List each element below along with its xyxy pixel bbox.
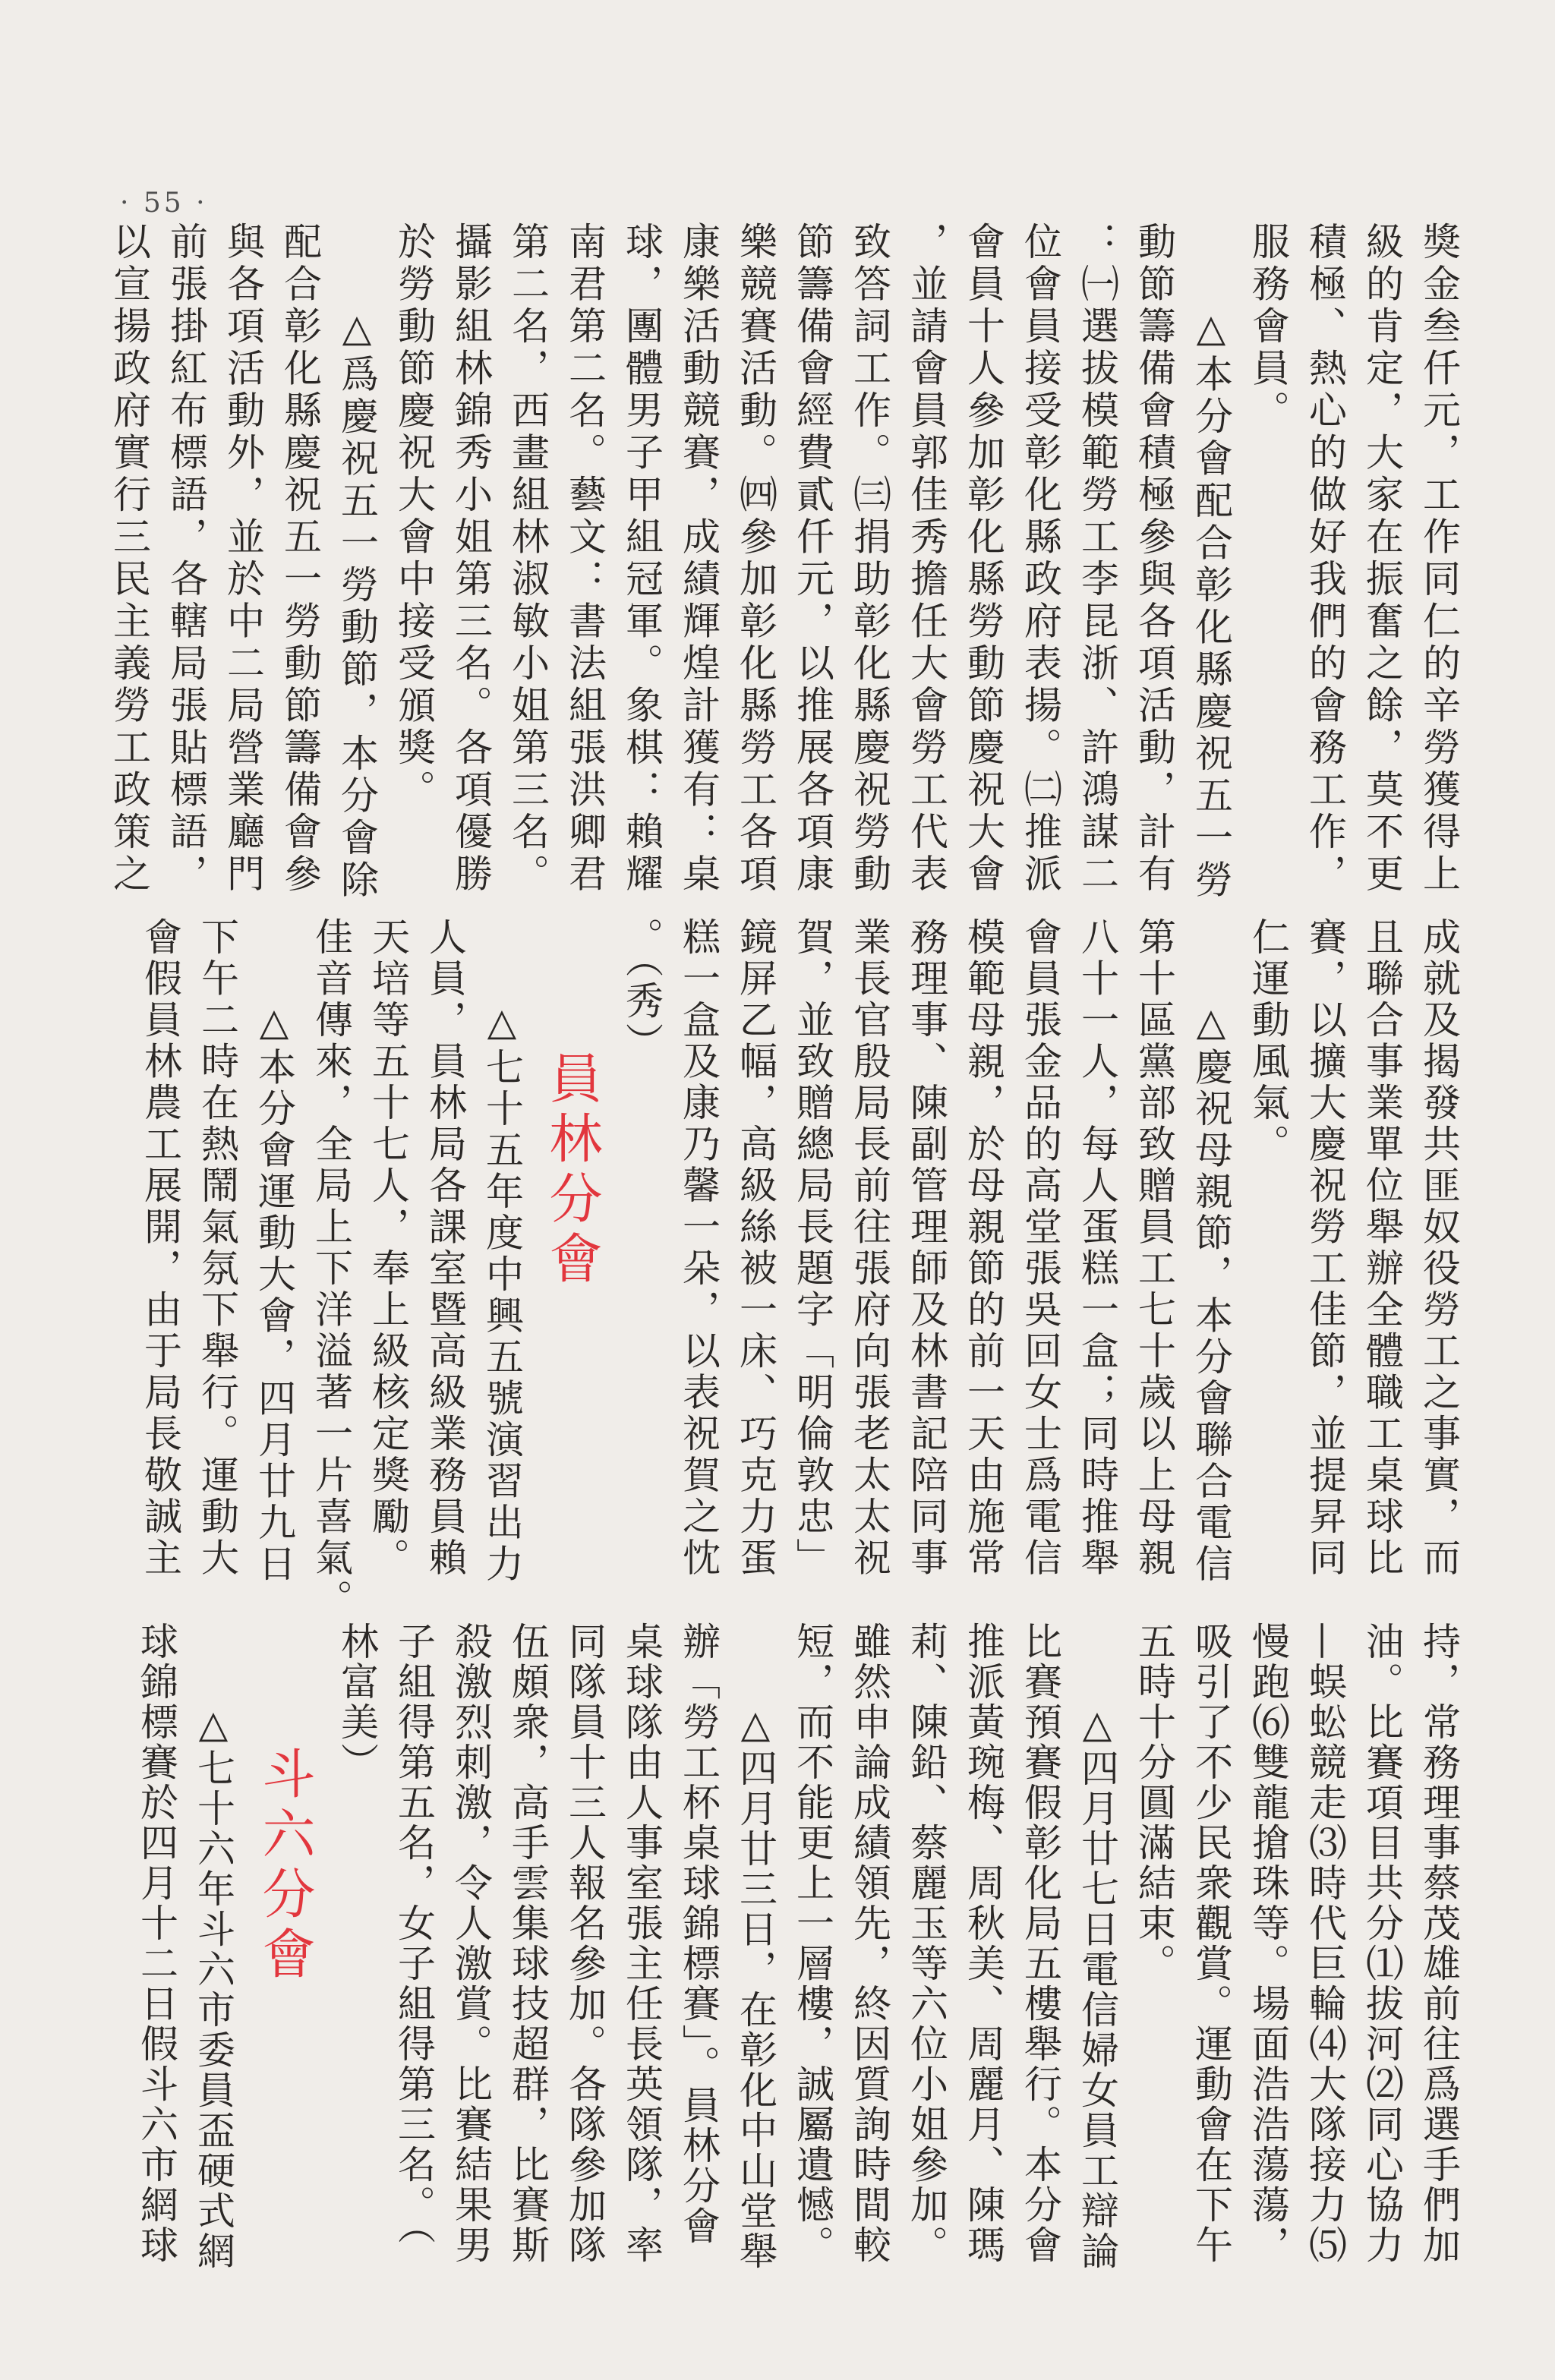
text-column: 八十一人，每人蛋糕一盒；同時推舉: [1075, 917, 1119, 1579]
text-column: 五時十分圓滿結束。: [1132, 1622, 1176, 1984]
text-column: 模範母親，於母親節的前一天由施常: [961, 917, 1005, 1579]
text-column: 人員，員林局各課室暨高級業務員賴: [423, 917, 467, 1579]
text-column: 服務會員。: [1246, 222, 1290, 433]
text-column: —蜈蚣競走⑶時代巨輪⑷大隊接力⑸: [1303, 1622, 1347, 2265]
text-column: 康樂活動競賽，成績輝煌計獲有：桌: [677, 222, 721, 896]
text-column: 會員十人參加彰化縣勞動節慶祝大會: [961, 222, 1005, 896]
text-column-group: [100, 222, 1467, 905]
text-column: 與各項活動外，並於中二局營業廳門: [221, 222, 265, 896]
text-column: ：㈠選拔模範勞工李昆浙、許鴻謀二: [1075, 222, 1119, 896]
text-column: 配合彰化縣慶祝五一勞動節籌備會參: [278, 222, 322, 896]
text-column: 雖然申論成績領先，終因質詢時間較: [847, 1622, 891, 2265]
text-column: 賽，以擴大慶祝勞工佳節，並提昇同: [1303, 917, 1347, 1579]
text-column: 下午二時在熱鬧氣氛下舉行。運動大: [195, 917, 239, 1579]
text-column-group: [613, 917, 1467, 1585]
text-column: 殺激烈刺激，令人激賞。比賽結果男: [449, 1622, 493, 2265]
text-column: 業長官殷局長前往張府向張老太太祝: [847, 917, 891, 1579]
page-number: · 55 ·: [120, 188, 208, 219]
section-heading-yuanlin-branch: 員林分會: [541, 1051, 603, 1291]
text-column: 球錦標賽於四月十二日假斗六市網球: [134, 1622, 178, 2265]
text-column: △四月廿七日電信婦女員工辯論: [1075, 1702, 1119, 2271]
text-column: 節籌備會經費貳仟元，以推展各項康: [790, 222, 834, 896]
text-column: 吸引了不少民衆觀賞。運動會在下午: [1189, 1622, 1233, 2265]
text-column: 成就及揭發共匪奴役勞工之事實，而: [1417, 917, 1461, 1579]
text-column: 油。比賽項目共分⑴拔河⑵同心協力: [1360, 1622, 1404, 2265]
text-column: 級的肯定，大家在振奮之餘，莫不更: [1360, 222, 1404, 896]
text-column: △七十五年度中興五號演習出力: [480, 1000, 524, 1585]
text-column: 第二名，西畫組林淑敏小姐第三名。: [506, 222, 550, 896]
text-column: 球，團體男子甲組冠軍。象棋：賴耀: [620, 222, 664, 896]
text-column: 莉、陳鉛、蔡麗玉等六位小姐參加。: [904, 1622, 948, 2265]
text-column: 佳音傳來，全局上下洋溢著一片喜氣。: [309, 917, 353, 1621]
text-column: 伍頗衆，高手雲集球技超群，比賽斯: [506, 1622, 550, 2265]
text-column: △慶祝母親節，本分會聯合電信: [1189, 1000, 1233, 1585]
text-column: 慢跑⑹雙龍搶珠等。場面浩浩蕩蕩，: [1246, 1622, 1290, 2265]
text-column: 攝影組林錦秀小姐第三名。各項優勝: [449, 222, 493, 896]
text-column: △七十六年斗六市委員盃硬式網: [191, 1702, 235, 2271]
text-column: 天培等五十七人，奉上級核定獎勵。: [366, 917, 410, 1579]
text-column: 動節籌備會積極參與各項活動，計有: [1132, 222, 1176, 896]
text-column: 致答詞工作。㈢捐助彰化縣慶祝勞動: [847, 222, 891, 896]
text-column: 前張掛紅布標語，各轄局張貼標語，: [164, 222, 208, 896]
text-column: 比賽預賽假彰化局五樓舉行。本分會: [1018, 1622, 1062, 2265]
text-column-group: [128, 1622, 241, 2274]
text-column: 推派黃琬梅、周秋美、周麗月、陳瑪: [961, 1622, 1005, 2265]
text-column: 糕一盒及康乃馨一朵，以表祝賀之忱: [677, 917, 721, 1579]
text-column: 林富美）: [335, 1622, 379, 1783]
text-column: △本分會運動大會，四月廿九日: [252, 1000, 296, 1585]
text-column: 獎金叁仟元，工作同仁的辛勞獲得上: [1417, 222, 1461, 896]
text-column: 短，而不能更上一層樓，誠屬遺憾。: [790, 1622, 834, 2265]
text-column: △爲慶祝五一勞動節，本分會除: [335, 306, 379, 902]
text-column: 。（秀）: [620, 917, 664, 1064]
text-column: 樂競賽活動。㈣參加彰化縣勞工各項: [733, 222, 778, 896]
text-column: 桌球隊由人事室張主任長英領隊，率: [620, 1622, 664, 2265]
text-column: 賀，並致贈總局長題字「明倫敦忠」: [790, 917, 834, 1579]
text-column: 以宣揚政府實行三民主義勞工政策之: [107, 222, 151, 896]
text-column: △四月廿三日，在彰化中山堂舉: [733, 1702, 778, 2271]
text-column: 積極、熱心的做好我們的會務工作，: [1303, 222, 1347, 896]
text-band-middle: [131, 917, 1467, 1621]
text-column: 同隊員十三人報名參加。各隊參加隊: [563, 1622, 607, 2265]
text-column: △本分會配合彰化縣慶祝五一勞: [1189, 306, 1233, 902]
text-column: 第十區黨部致贈員工七十歲以上母親: [1132, 917, 1176, 1579]
text-column: 南君第二名。藝文：書法組張洪卿君: [563, 222, 607, 896]
text-column: 且聯合事業單位舉辦全體職工桌球比: [1360, 917, 1404, 1579]
text-column: 子組得第五名，女子組得第三名。（: [392, 1622, 436, 2246]
text-column: 於勞動節慶祝大會中接受頒獎。: [392, 222, 436, 812]
text-band-upper: [100, 222, 1467, 905]
text-column-group: [131, 917, 530, 1621]
text-column: 仁運動風氣。: [1246, 917, 1290, 1165]
text-band-lower: [128, 1622, 1467, 2274]
text-column: 務理事、陳副管理師及林書記陪同事: [904, 917, 948, 1579]
text-column: 位會員接受彰化縣政府表揚。㈡推派: [1018, 222, 1062, 896]
text-column: 會員張金品的高堂張吳回女士爲電信: [1018, 917, 1062, 1579]
section-heading-douliu-branch: 斗六分會: [254, 1746, 316, 1986]
text-column-group: [328, 1622, 1467, 2274]
text-column: 持，常務理事蔡茂雄前往爲選手們加: [1417, 1622, 1461, 2265]
text-column: 鏡屏乙幅，高級絲被一床、巧克力蛋: [733, 917, 778, 1579]
text-column: 會假員林農工展開，由于局長敬誠主: [138, 917, 182, 1579]
text-column: ，並請會員郭佳秀擔任大會勞工代表: [904, 222, 948, 896]
text-column: 辦「勞工杯桌球錦標賽」。員林分會: [677, 1622, 721, 2246]
